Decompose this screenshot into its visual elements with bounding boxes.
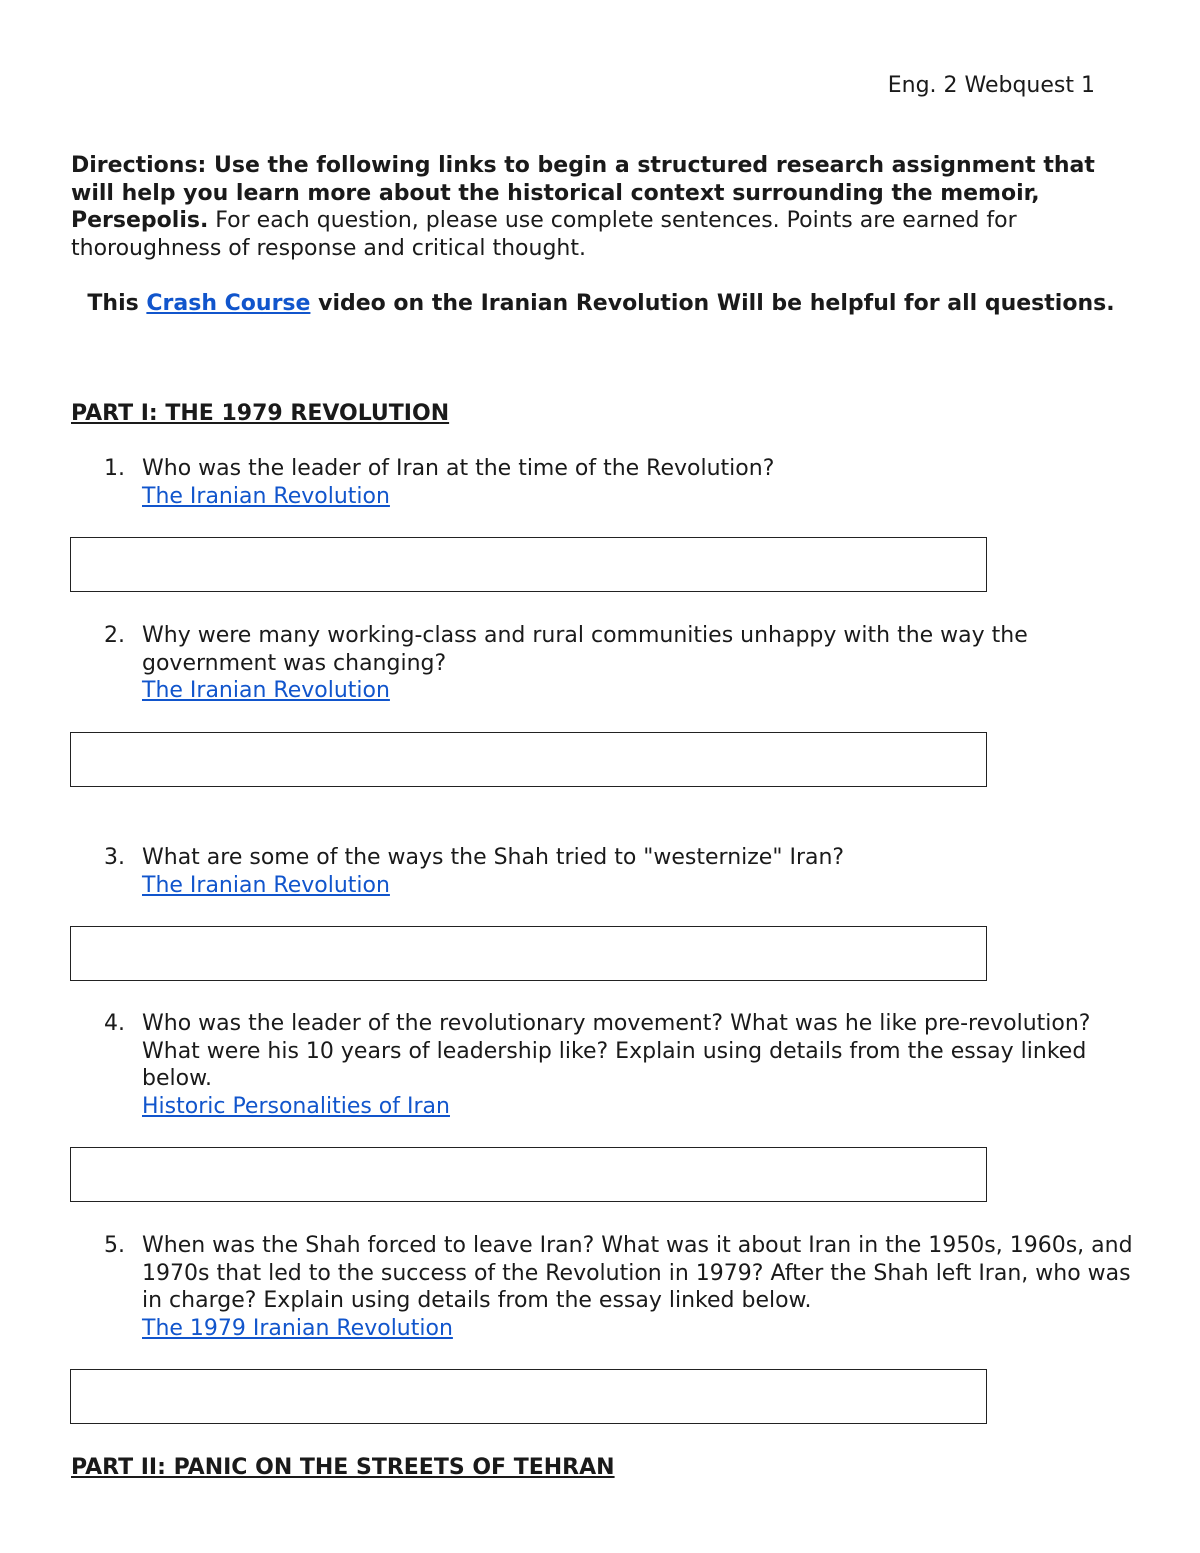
question-2-link[interactable]: The Iranian Revolution bbox=[142, 678, 390, 703]
video-note-post: video on the Iranian Revolution Will be helpful for all questions. bbox=[310, 291, 1115, 316]
question-1 bbox=[104, 455, 1134, 510]
question-3-link[interactable]: The Iranian Revolution bbox=[142, 872, 390, 898]
question-text: Who was the leader of Iran at the time of the Revolution? bbox=[142, 456, 775, 481]
part-1-heading: PART I: THE 1979 REVOLUTION bbox=[71, 401, 450, 426]
question-text: What are some of the ways the Shah tried to "westernize" Iran? bbox=[142, 845, 845, 870]
question-5-link[interactable]: The 1979 Iranian Revolution bbox=[142, 1315, 453, 1341]
answer-box-1[interactable] bbox=[70, 537, 987, 592]
answer-box-2[interactable] bbox=[70, 732, 987, 787]
question-4 bbox=[104, 1010, 1134, 1120]
directions-rest: For each question, please use complete sentences. Points are earned for thoroughness of response and critical thought. bbox=[71, 208, 1017, 261]
question-text: When was the Shah forced to leave Iran? What was it about Iran in the 1950s, 1960s, and 1970s that led to the success of the Revolution in 1979? After the Shah left Iran, who was in charge? Explain using details from the essay linked below. bbox=[142, 1233, 1133, 1313]
question-number: 3. bbox=[104, 845, 125, 870]
answer-box-5[interactable] bbox=[70, 1369, 987, 1424]
question-1-link[interactable]: The Iranian Revolution bbox=[142, 483, 390, 509]
question-5 bbox=[104, 1232, 1134, 1342]
crash-course-link[interactable]: Crash Course bbox=[146, 291, 311, 316]
part-2-heading: PART II: PANIC ON THE STREETS OF TEHRAN bbox=[71, 1455, 615, 1480]
question-4-link[interactable]: Historic Personalities of Iran bbox=[142, 1093, 450, 1119]
question-number: 2. bbox=[104, 623, 125, 648]
directions-lead: Directions: Use the following links to begin a structured research assignment that will help you learn more about the historical context surrounding the memoir, Persepolis. bbox=[71, 153, 1095, 233]
question-2 bbox=[104, 622, 1134, 705]
question-text: Who was the leader of the revolutionary movement? What was he like pre-revolution? What were his 10 years of leadership like? Explain using details from the essay linked below. bbox=[142, 1011, 1091, 1091]
question-number: 1. bbox=[104, 456, 125, 481]
answer-box-3[interactable] bbox=[70, 926, 987, 981]
directions-paragraph bbox=[71, 152, 1131, 262]
header-label: Eng. 2 Webquest 1 bbox=[887, 73, 1095, 98]
question-text: Why were many working-class and rural communities unhappy with the way the government was changing? bbox=[142, 623, 1028, 676]
question-3 bbox=[104, 844, 1134, 899]
answer-box-4[interactable] bbox=[70, 1147, 987, 1202]
video-note bbox=[71, 290, 1131, 318]
video-note-pre: This bbox=[87, 291, 147, 316]
question-number: 4. bbox=[104, 1011, 125, 1036]
question-number: 5. bbox=[104, 1233, 125, 1258]
